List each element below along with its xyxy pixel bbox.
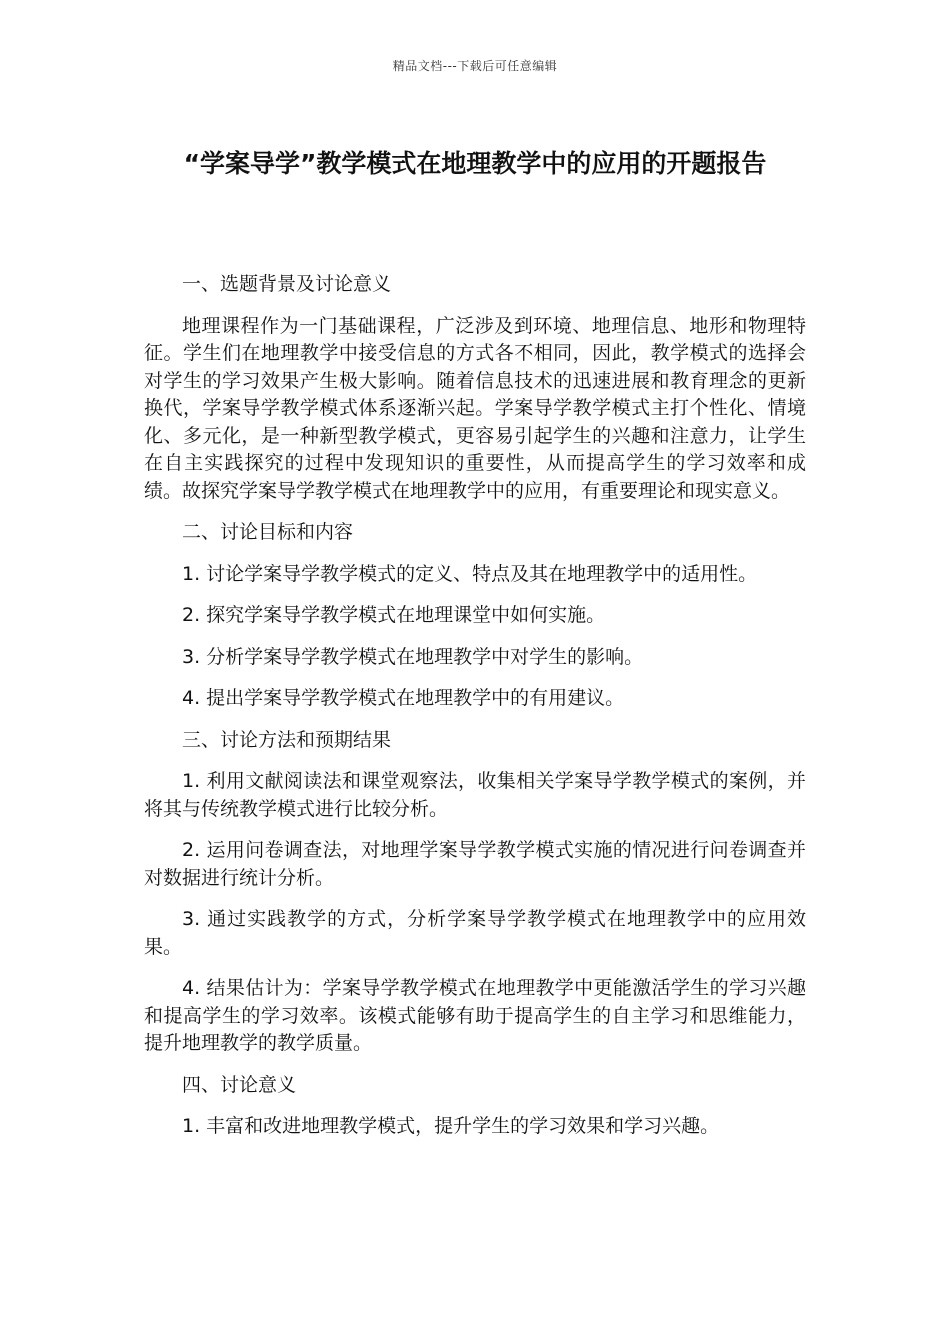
- list-item: 2. 运用问卷调查法，对地理学案导学教学模式实施的情况进行问卷调查并对数据进行统计分析。: [144, 839, 806, 889]
- list-item: 4. 结果估计为：学案导学教学模式在地理教学中更能激活学生的学习兴趣和提高学生的学习效率。该模式能够有助于提高学生的自主学习和思维能力，提升地理教学的教学质量。: [144, 977, 806, 1054]
- list-item: 1. 讨论学案导学教学模式的定义、特点及其在地理教学中的适用性。: [182, 562, 758, 585]
- paragraph-background: 地理课程作为一门基础课程，广泛涉及到环境、地理信息、地形和物理特征。学生们在地理教学中接受信息的方式各不相同，因此，教学模式的选择会对学生的学习效果产生极大影响。随着信息技术的迅速进展和教育理念的更新换代，学案导学教学模式体系逐渐兴起。学案导学教学模式主打个性化、情境化、多元化，是一种新型教学模式，更容易引起学生的兴趣和注意力，让学生在自主实践探究的过程中发现知识的重要性，从而提高学生的学习效率和成绩。故探究学案导学教学模式在地理教学中的应用，有重要理论和现实意义。: [144, 314, 806, 502]
- list-item: 4. 提出学案导学教学模式在地理教学中的有用建议。: [182, 687, 625, 709]
- list-item: 1. 利用文献阅读法和课堂观察法，收集相关学案导学教学模式的案例，并将其与传统教学模式进行比较分析。: [144, 770, 806, 820]
- document-body: [144, 271, 806, 1155]
- document-title: “学案导学”教学模式在地理教学中的应用的开题报告: [183, 149, 767, 178]
- list-item: 2. 探究学案导学教学模式在地理课堂中如何实施。: [182, 604, 606, 626]
- list-item: 3. 通过实践教学的方式，分析学案导学教学模式在地理教学中的应用效果。: [144, 908, 806, 958]
- list-item: 1. 丰富和改进地理教学模式，提升学生的学习效果和学习兴趣。: [182, 1115, 720, 1137]
- section-heading-background: 一、选题背景及讨论意义: [182, 273, 392, 295]
- list-item: 3. 分析学案导学教学模式在地理教学中对学生的影响。: [182, 645, 644, 668]
- section-heading-methods: 三、讨论方法和预期结果: [182, 728, 392, 751]
- page-header-watermark: 精品文档---下载后可任意编辑: [392, 59, 558, 73]
- section-heading-significance: 四、讨论意义: [182, 1073, 297, 1096]
- section-heading-goals: 二、讨论目标和内容: [182, 521, 354, 543]
